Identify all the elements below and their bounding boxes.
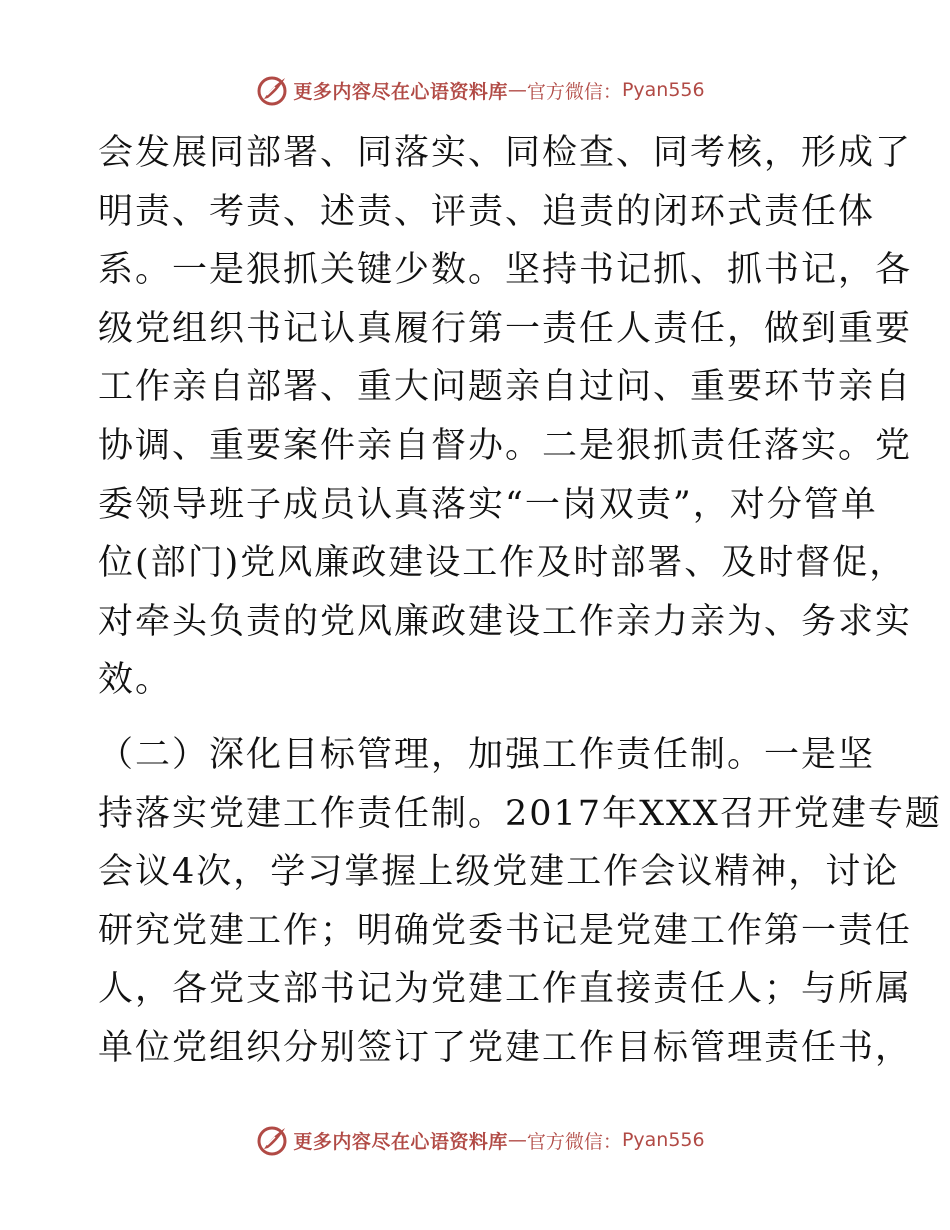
text-line: 效。 bbox=[98, 660, 173, 701]
text-line: 会议4次，学习掌握上级党建工作会议精神，讨论 bbox=[98, 852, 900, 893]
banner-dash: — bbox=[507, 79, 527, 101]
text-line: 工作亲自部署、重大问题亲自过问、重要环节亲自 bbox=[98, 367, 913, 408]
text-line: 会发展同部署、同落实、同检查、同考核，形成了 bbox=[98, 133, 913, 173]
paragraph-2 bbox=[98, 726, 942, 1078]
footer-watermark-banner bbox=[0, 1120, 950, 1160]
text-line: 持落实党建工作责任制。2017年XXX召开党建专题 bbox=[98, 793, 942, 834]
banner-contact-label: 官方微信： bbox=[526, 1130, 622, 1153]
text-line: 系。一是狠抓关键少数。坚持书记抓、抓书记，各 bbox=[98, 250, 913, 291]
paragraph-spacer bbox=[98, 710, 858, 726]
feather-logo-icon bbox=[255, 73, 289, 107]
banner-dash: — bbox=[507, 1129, 527, 1151]
document-body bbox=[98, 124, 942, 1078]
text-line: 明责、考责、述责、评责、追责的闭环式责任体 bbox=[98, 191, 876, 232]
banner-slogan: 更多内容尽在心语资料库 bbox=[293, 1130, 508, 1153]
banner-contact-value: Pyan556 bbox=[621, 79, 705, 101]
header-watermark-banner bbox=[0, 70, 950, 110]
text-line: 对牵头负责的党风廉政建设工作亲力亲为、务求实 bbox=[98, 601, 913, 642]
banner-contact-value: Pyan556 bbox=[621, 1129, 705, 1151]
banner-contact-label: 官方微信： bbox=[526, 80, 622, 103]
banner-slogan: 更多内容尽在心语资料库 bbox=[293, 80, 508, 103]
text-line: （二）深化目标管理，加强工作责任制。一是坚 bbox=[98, 734, 876, 775]
paragraph-1 bbox=[98, 124, 913, 710]
text-line: 研究党建工作；明确党委书记是党建工作第一责任 bbox=[98, 910, 913, 951]
text-line: 级党组织书记认真履行第一责任人责任，做到重要 bbox=[98, 308, 913, 349]
text-line: 协调、重要案件亲自督办。二是狠抓责任落实。党 bbox=[98, 425, 913, 466]
text-line: 委领导班子成员认真落实“一岗双责”，对分管单 bbox=[98, 484, 878, 525]
text-line: 位(部门)党风廉政建设工作及时部署、及时督促， bbox=[98, 543, 907, 584]
text-line: 单位党组织分别签订了党建工作目标管理责任书， bbox=[98, 1027, 913, 1068]
feather-logo-icon bbox=[255, 1123, 289, 1157]
text-line: 人，各党支部书记为党建工作直接责任人；与所属 bbox=[98, 969, 913, 1010]
